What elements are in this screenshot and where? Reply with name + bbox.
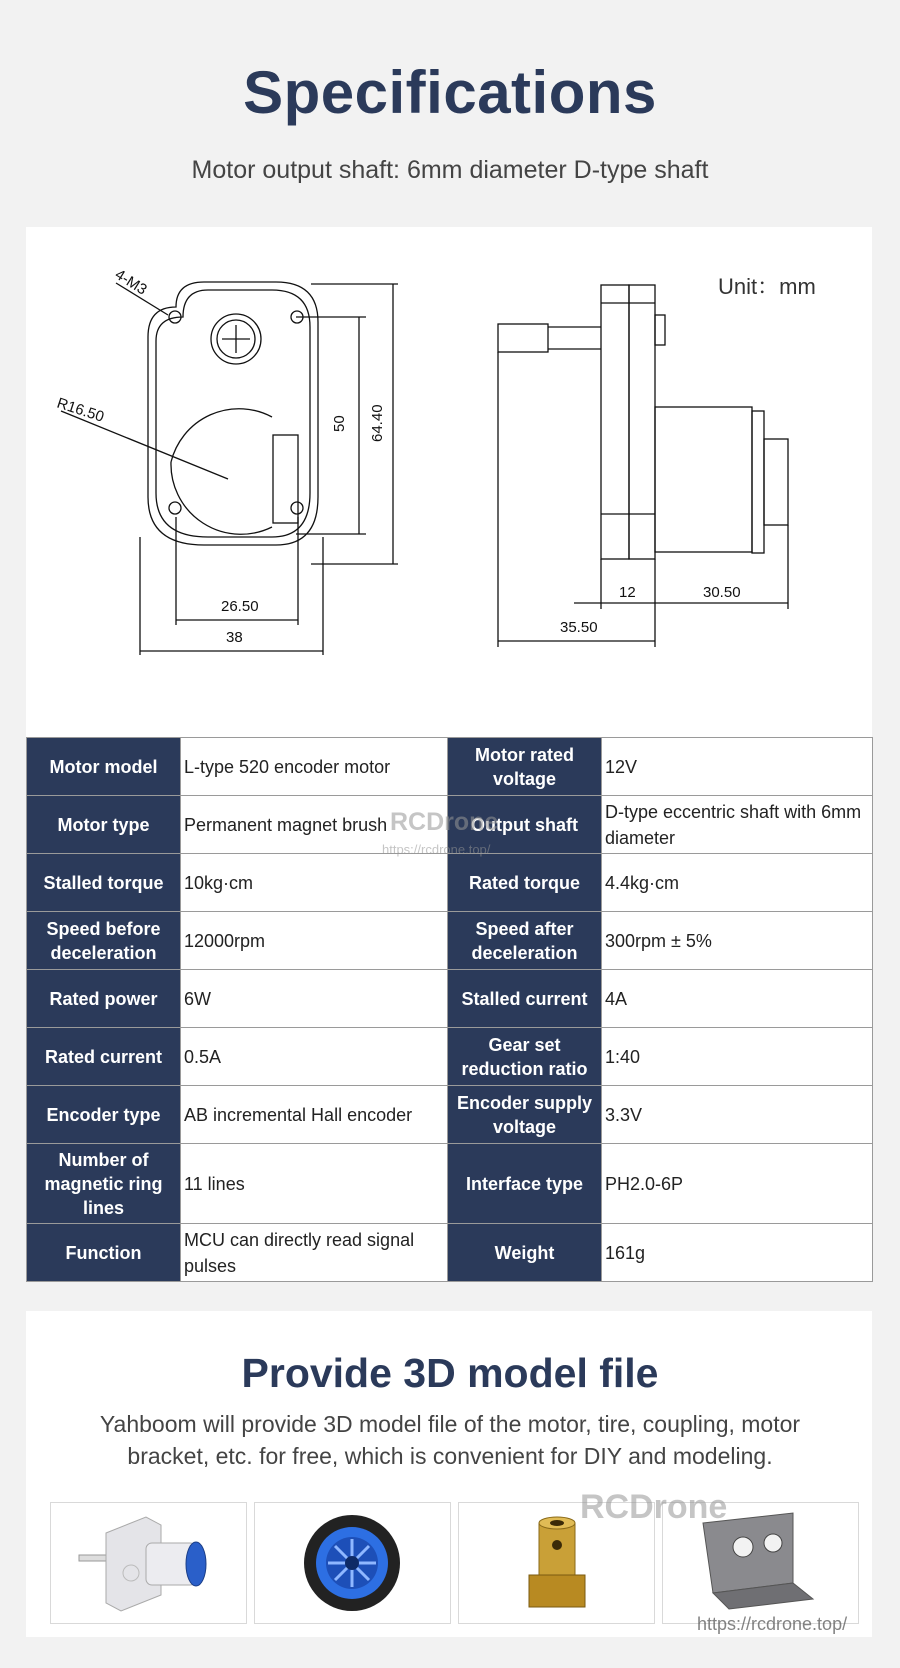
dim-label-height-inner: 50 [331, 415, 348, 432]
spec-value: 6W [181, 970, 448, 1028]
spec-value: 10kg·cm [181, 854, 448, 912]
dimension-drawing [26, 227, 872, 737]
spec-value: 0.5A [181, 1028, 448, 1086]
spec-label: Output shaft [448, 796, 602, 854]
spec-value: 300rpm ± 5% [602, 912, 873, 970]
spec-value: L-type 520 encoder motor [181, 738, 448, 796]
spec-value: 4A [602, 970, 873, 1028]
spec-label: Gear set reduction ratio [448, 1028, 602, 1086]
spec-label: Function [27, 1224, 181, 1282]
spec-label: Weight [448, 1224, 602, 1282]
spec-value: Permanent magnet brush [181, 796, 448, 854]
spec-row [27, 1224, 873, 1282]
spec-value: 161g [602, 1224, 873, 1282]
spec-label: Speed after deceleration [448, 912, 602, 970]
spec-label: Motor model [27, 738, 181, 796]
model-section-text: Yahboom will provide 3D model file of the motor, tire, coupling, motor bracket, etc. for free, which is convenient for DIY and modeling. [99, 1411, 801, 1469]
dim-label-side-a: 12 [619, 584, 636, 601]
spec-row [27, 738, 873, 796]
spec-value: MCU can directly read signal pulses [181, 1224, 448, 1282]
spec-label: Motor type [27, 796, 181, 854]
spec-label: Motor rated voltage [448, 738, 602, 796]
page-title: Specifications [243, 59, 657, 126]
watermark-brand: RCDrone [390, 808, 499, 836]
spec-value: 12000rpm [181, 912, 448, 970]
spec-label: Speed before deceleration [27, 912, 181, 970]
dim-label-side-b: 30.50 [703, 584, 741, 601]
watermark-url-2: https://rcdrone.top/ [697, 1614, 848, 1634]
spec-value: PH2.0-6P [602, 1144, 873, 1224]
dim-label-width-inner: 26.50 [221, 598, 259, 615]
spec-label: Encoder type [27, 1086, 181, 1144]
watermark-url: https://rcdrone.top/ [382, 842, 491, 857]
dim-label-holes: 4-M3 [111, 265, 150, 299]
spec-label: Rated power [27, 970, 181, 1028]
dim-label-side-c: 35.50 [560, 619, 598, 636]
spec-label: Stalled torque [27, 854, 181, 912]
page-subtitle: Motor output shaft: 6mm diameter D-type shaft [191, 156, 709, 184]
spec-row [27, 1144, 873, 1224]
spec-value: 3.3V [602, 1086, 873, 1144]
spec-row [27, 1086, 873, 1144]
tire-thumbnail [254, 1502, 451, 1624]
spec-row [27, 970, 873, 1028]
spec-value: 11 lines [181, 1144, 448, 1224]
motor-thumbnail [50, 1502, 247, 1624]
spec-label: Rated torque [448, 854, 602, 912]
spec-label: Interface type [448, 1144, 602, 1224]
dim-label-height-outer: 64.40 [369, 404, 386, 442]
spec-value: D-type eccentric shaft with 6mm diameter [602, 796, 873, 854]
spec-value: 4.4kg·cm [602, 854, 873, 912]
spec-row [27, 912, 873, 970]
spec-row [27, 854, 873, 912]
spec-row [27, 1028, 873, 1086]
watermark-brand-2: RCDrone [580, 1488, 728, 1526]
unit-label: Unit：mm [718, 274, 816, 299]
spec-value: AB incremental Hall encoder [181, 1086, 448, 1144]
spec-value: 12V [602, 738, 873, 796]
spec-value: 1:40 [602, 1028, 873, 1086]
spec-label: Stalled current [448, 970, 602, 1028]
spec-label: Encoder supply voltage [448, 1086, 602, 1144]
dim-label-width-outer: 38 [226, 629, 243, 646]
spec-label: Rated current [27, 1028, 181, 1086]
model-section-title: Provide 3D model file [241, 1350, 659, 1396]
spec-label: Number of magnetic ring lines [27, 1144, 181, 1224]
dim-label-radius: R16.50 [54, 394, 107, 426]
